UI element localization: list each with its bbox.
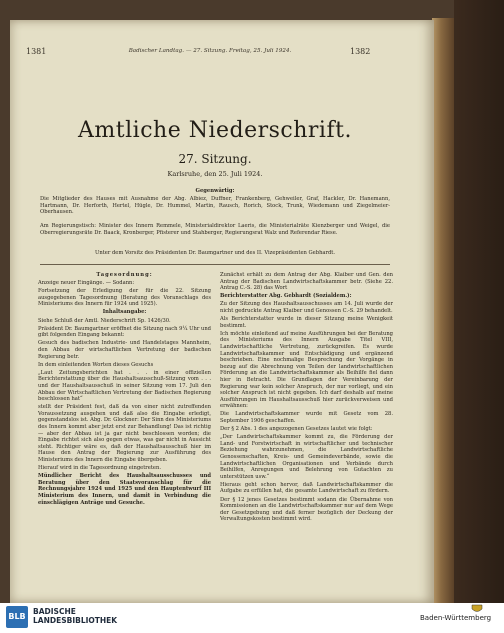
paragraph: Der § 12 jenes Gesetzes bestimmt sodann die Übernahme von Kommissionen an die Landwirtschaftskammer nur auf dem Wege der Gesetzgebung und daß ferner bezüglich der Deckung der Verwaltungskosten bestimmt wird.: [220, 496, 393, 523]
paragraph: Gesuch des badischen Industrie- und Handelstages Mannheim, den Abbau der wirtschaftlichen Vertretung der badischen Regierung betr.: [38, 340, 211, 360]
paragraph: stellt der Präsident fest, daß da von einer nicht zutreffenden Voraussetzung ausgehen und daß also die Eingabe erledigt, gegenstandslos ist. Abg. Dr. Glockner: Der Sinn des Ministeriums des Innern kommt aber jetzt erst zur Behandlung! Das ist richtig — aber der Abbau ist ja gar nicht beschlossen worden; die Eingabe richtet sich also gegen etwas, was gar nicht in Aussicht steht. Richtiger wäre es, daß der Haushaltsausschuß hier im Hause den Antrag der Regierung zur Ausführung des Ministeriums des Innern die Eingabe übergeben.: [38, 404, 211, 463]
section-rule: [40, 264, 390, 265]
paragraph: In dem einleitenden Worten dieses Gesuchs: [38, 361, 154, 368]
library-logo-icon[interactable]: BLB: [6, 606, 28, 628]
agenda-line: Fortsetzung der Erledigung der für die 22. Sitzung ausgegebenen Tagesordnung (Beratung des Voranschlags des Ministeriums des Innern für 1924 und 1925).: [38, 288, 211, 308]
paragraph: Mündlicher Bericht des Haushaltsausschusses und Beratung über den Staatsvoranschlag für die Rechnungsjahre 1924 und 1925 und den Hauptentwurf III Ministerium des Innern, und damit in Verbindung die einschlägigen Anträge und Gesuche.: [38, 473, 211, 506]
running-head: Badischer Landtag. — 27. Sitzung. Freitag, 25. Juli 1924.: [128, 48, 292, 54]
paragraph: Präsident Dr. Baumgartner eröffnet die Sitzung nach 9¼ Uhr und gibt folgenden Eingang bekannt:: [38, 325, 211, 339]
session-heading: 27. Sitzung.: [178, 152, 252, 166]
paragraph: Der § 2 Abs. 1 des angezogenen Gesetzes lautet wie folgt:: [220, 426, 373, 433]
attendance-heading: Gegenwärtig:: [195, 188, 235, 194]
paragraph: Hierauf wird in die Tagesordnung eingetreten.: [38, 465, 161, 472]
page-stack-edge: [432, 18, 454, 603]
state-crest-icon: [470, 604, 484, 614]
agenda-line: Siehe Schluß der Amtl. Niederschrift Sp. 1426/30.: [38, 317, 171, 324]
paragraph: Zunächst erhält zu dem Antrag der Abg. Klaiber und Gen. den Antrag der Badischen Landwirtschaftskammer betr. (Siehe 22. Antrag C.-S. 28) das Wort: [220, 272, 393, 292]
paragraph: „Laut Zeitungsberichten hat . . . in einer offiziellen Berichterstattung über die Haushaltsausschuß-Sitzung vom . . . und der Haushaltsausschuß in seiner Sitzung vom 17. Juli den Abbau der Wirtschaftlichen Vertretung der Badischen Regierung beschlossen hat“: [38, 369, 211, 403]
attendance-members: Die Mitglieder des Hauses mit Ausnahme der Abg. Albiez, Duffner, Frankenberg, Gehweiler, Graf, Hackler, Dr. Hanemann, Hartmann, Dr. Herforth, Hertel, Hügle, Dr. Hummel, Martin, Rausch, Rorich, Stock, Trunk, Wiedemann und Ziegelmeier-Oberhausen.: [40, 196, 390, 216]
book-cover-edge: [454, 0, 504, 603]
paragraph: Ich möchte einleitend auf meine Ausführungen bei der Beratung des Ministeriums des Innern Ausgabe Titel VIII, Landwirtschaftliche Vertretung, zurückgreifen. Es wurde Landwirtschaftskammer und Entschädigung und ergänzend beschrieben. Eine nochmalige Besprechung der Vorgänge in bezug auf die Abrechnung von Teilen der landwirtschaftlichen Förderung an die Landwirtschaftskammer als Beihilfe fiel dann hier in Betracht. Die Grundlagen der Vereinbarung der Regierung war kein solcher Anspruch, der nur vorliegt, und ein solcher Anspruch ist nicht gegeben. Ich darf deshalb auf meine Ausführungen im Haushaltsausschuß hier zurückverweisen und erwähnen:: [220, 330, 393, 410]
agenda-line: Anzeige neuer Eingänge. — Sodann:: [38, 280, 135, 287]
library-name[interactable]: [33, 607, 117, 625]
attendance-chair: Unter dem Vorsitz des Präsidenten Dr. Baumgartner und des II. Vizepräsidenten Gebhardt.: [94, 250, 336, 256]
agenda-heading: Tagesordnung:: [96, 272, 153, 278]
attendance-government: Am Regierungstisch: Minister des Innern Remmele, Ministerialdirektor Laeris, die Ministerialräte Kienzberger und Weigel, die Oberregierungsräte Dr. Baack, Kronberger, Pfisterer und Stahberger, Regierungsrat Walz und Referendar Riese.: [40, 223, 390, 236]
page-number-left: 1381: [26, 47, 47, 56]
date-line: Karlsruhe, den 25. Juli 1924.: [167, 170, 263, 178]
contents-heading: Inhaltsangabe:: [102, 309, 147, 316]
speaker-line: Berichterstatter Abg. Gebhardt (Sozialdem.):: [220, 293, 352, 300]
paragraph: Als Berichterstatter wurde in dieser Sitzung meine Wenigkeit bestimmt.: [220, 316, 393, 329]
document-title: Amtliche Niederschrift.: [78, 118, 352, 143]
paragraph: Zu der Sitzung des Haushaltsausschusses am 14. Juli wurde der nicht gedruckte Antrag Klaiber und Genossen C.-S. 29 behandelt.: [220, 301, 393, 314]
quotation: „Der Landwirtschaftskammer kommt zu, die Förderung der Land- und Forstwirtschaft in wirtschaftlicher und technischer Beziehung wahrzunehmen, die Landwirtschaftliche Genossenschaften, Kreis- und Gemeindeverbände, sowie die Landwirtschaftlichen Organisationen und Verbände durch Beihilfen, Anregungen und Belehrung von Gutachten zu unterstützen usw.“: [220, 434, 393, 480]
left-column: [38, 272, 211, 508]
paragraph: Hieraus geht schon hervor, daß Landwirtschaftskammer die Aufgabe zu erfüllen hat, die gesamte Landwirtschaft zu fördern.: [220, 481, 393, 495]
paragraph: Die Landwirtschaftskammer wurde mit Gesetz vom 28. September 1906 geschaffen.: [220, 411, 393, 424]
right-column: [220, 272, 393, 524]
library-name-line: BADISCHE: [33, 607, 76, 616]
library-name-line: LANDESBIBLIOTHEK: [33, 616, 118, 625]
page-number-right: 1382: [350, 47, 371, 56]
region-label: Baden-Württemberg: [420, 614, 492, 622]
